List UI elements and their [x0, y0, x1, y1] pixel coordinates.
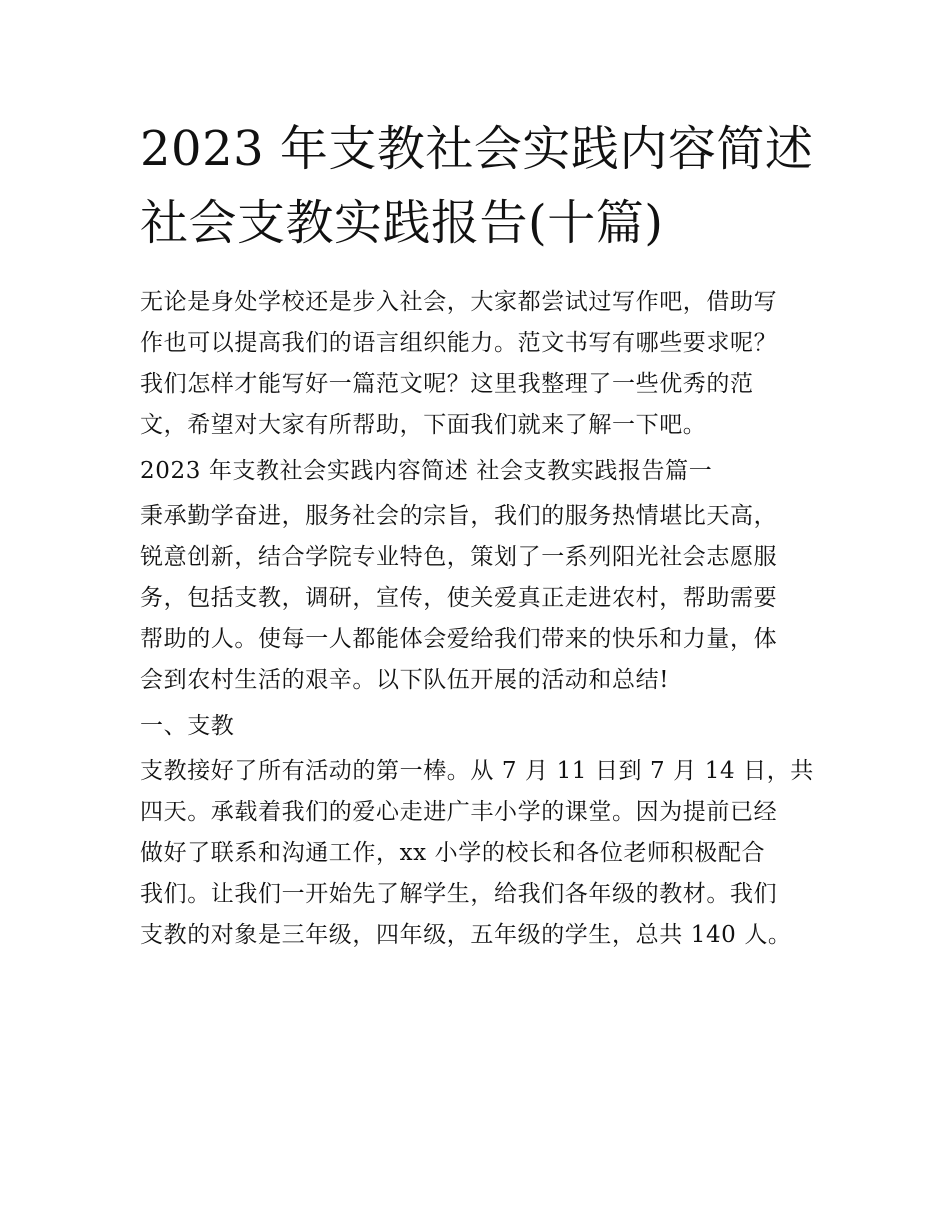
- paragraph-1-line-2: 锐意创新，结合学院专业特色，策划了一系列阳光社会志愿服: [140, 544, 778, 570]
- paragraph-2-line-4: 我们。让我们一开始先了解学生，给我们各年级的教材。我们: [140, 881, 778, 907]
- paragraph-2-line-5: 支教的对象是三年级，四年级，五年级的学生，总共 140 人。: [140, 922, 792, 948]
- subheading-teaching: 一、支教: [140, 713, 235, 739]
- title-line-2: 社会支教实践报告(十篇): [140, 195, 664, 251]
- paragraph-2-line-1: 支教接好了所有活动的第一棒。从 7 月 11 日到 7 月 14 日，共: [140, 758, 814, 784]
- paragraph-1-line-5: 会到农村生活的艰辛。以下队伍开展的活动和总结!: [140, 667, 670, 693]
- paragraph-1-line-3: 务，包括支教，调研，宣传，使关爱真正走进农村，帮助需要: [140, 585, 778, 611]
- intro-line-3: 我们怎样才能写好一篇范文呢？这里我整理了一些优秀的范: [140, 371, 754, 397]
- title-line-1: 2023 年支教社会实践内容简述: [140, 121, 814, 177]
- document-body: [140, 282, 830, 956]
- intro-line-2: 作也可以提高我们的语言组织能力。范文书写有哪些要求呢？: [140, 330, 778, 356]
- paragraph-2: [140, 751, 830, 956]
- section-heading: 2023 年支教社会实践内容简述 社会支教实践报告篇一: [140, 458, 713, 484]
- paragraph-1-line-1: 秉承勤学奋进，服务社会的宗旨，我们的服务热情堪比天高，: [140, 503, 778, 529]
- paragraph-1-line-4: 帮助的人。使每一人都能体会爱给我们带来的快乐和力量，体: [140, 626, 778, 652]
- paragraph-2-line-2: 四天。承载着我们的爱心走进广丰小学的课堂。因为提前已经: [140, 799, 778, 825]
- paragraph-1: [140, 496, 830, 701]
- intro-line-1: 无论是身处学校还是步入社会，大家都尝试过写作吧，借助写: [140, 289, 778, 315]
- paragraph-2-line-3: 做好了联系和沟通工作，xx 小学的校长和各位老师积极配合: [140, 840, 766, 866]
- intro-line-4: 文，希望对大家有所帮助，下面我们就来了解一下吧。: [140, 412, 707, 438]
- intro-paragraph: [140, 282, 830, 446]
- document-title: [140, 112, 830, 260]
